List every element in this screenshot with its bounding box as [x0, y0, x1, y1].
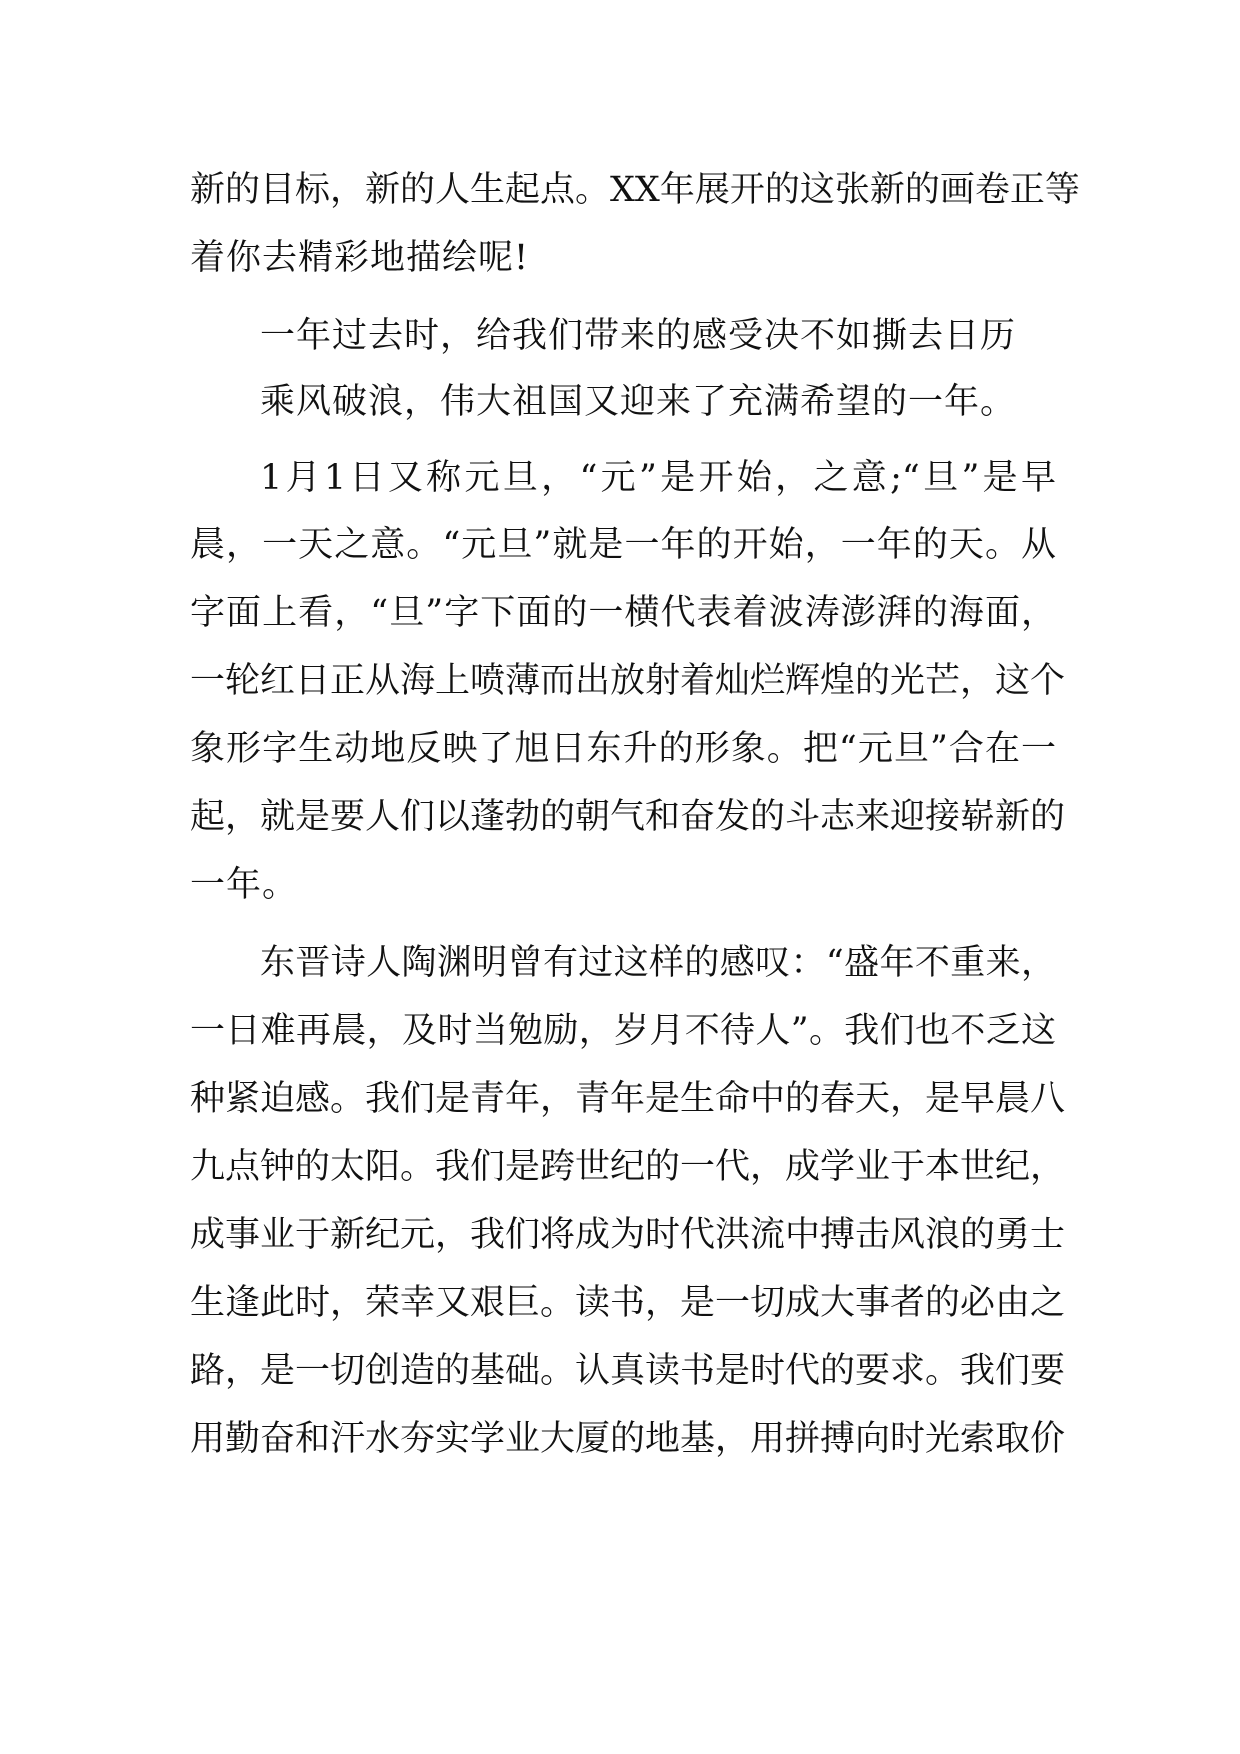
text-line: 一日难再晨，及时当勉励，岁月不待人”。我们也不乏这: [190, 1011, 1056, 1051]
text-line: 1月1日又称元旦，“元”是开始，之意;“旦”是早: [260, 458, 1056, 498]
text-line: 象形字生动地反映了旭日东升的形象。把“元旦”合在一: [190, 729, 1056, 769]
text-line: 九点钟的太阳。我们是跨世纪的一代，成学业于本世纪，: [190, 1147, 1066, 1187]
text-line: 东晋诗人陶渊明曾有过这样的感叹：“盛年不重来，: [260, 943, 1056, 983]
text-line: 路，是一切创造的基础。认真读书是时代的要求。我们要: [190, 1351, 1066, 1391]
text-line: 字面上看，“旦”字下面的一横代表着波涛澎湃的海面，: [190, 593, 1056, 633]
text-line: 成事业于新纪元，我们将成为时代洪流中搏击风浪的勇士: [190, 1215, 1066, 1255]
text-line: 一年过去时，给我们带来的感受决不如撕去日历: [260, 316, 1017, 356]
text-line: 新的目标，新的人生起点。XX年展开的这张新的画卷正等: [190, 170, 1080, 210]
text-line: 晨，一天之意。“元旦”就是一年的开始，一年的天。从: [190, 525, 1056, 565]
text-line: 一年。: [190, 865, 299, 905]
text-line: 用勤奋和汗水夯实学业大厦的地基，用拼搏向时光索取价: [190, 1419, 1066, 1459]
text-line: 一轮红日正从海上喷薄而出放射着灿烂辉煌的光芒，这个: [190, 661, 1066, 701]
text-line: 起，就是要人们以蓬勃的朝气和奋发的斗志来迎接崭新的: [190, 797, 1066, 837]
text-line: 生逢此时，荣幸又艰巨。读书，是一切成大事者的必由之: [190, 1283, 1066, 1323]
text-line: 种紧迫感。我们是青年，青年是生命中的春天，是早晨八: [190, 1079, 1066, 1119]
text-line: 乘风破浪，伟大祖国又迎来了充满希望的一年。: [260, 382, 1017, 422]
text-line: 着你去精彩地描绘呢!: [190, 238, 530, 278]
